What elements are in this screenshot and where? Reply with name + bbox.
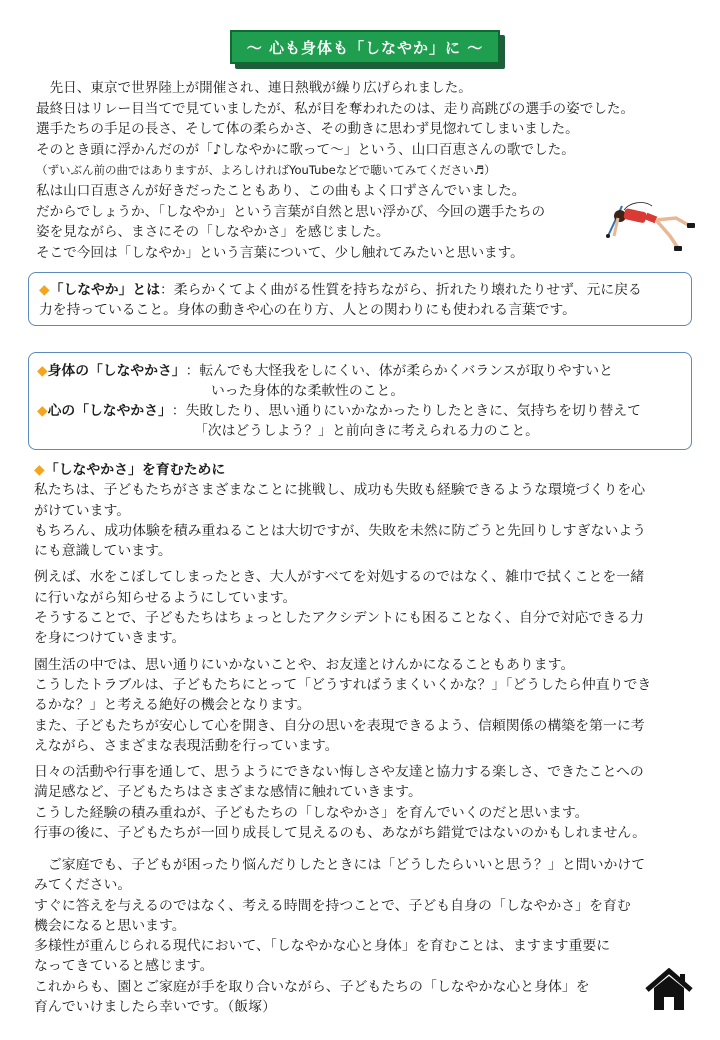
definition-term: 「しなやか」とは <box>49 282 160 298</box>
paragraph-line: がけています。 <box>34 502 131 519</box>
section-heading-text: 「しなやかさ」を育むために <box>44 462 226 478</box>
intro-line: 選手たちの手足の長さ、そして体の柔らかさ、その動きに思わず見惚れてしまいました。 <box>36 121 579 138</box>
intro-line: 私は山口百恵さんが好きだったこともあり、この曲もよく口ずさんでいました。 <box>36 182 526 199</box>
paragraph-line: 園生活の中では、思い通りにいかないことや、お友達とけんかになることもあります。 <box>34 656 575 673</box>
closing-line: これからも、園とご家庭が手を取り合いながら、子どもたちの「しなやかな心と身体」を <box>34 978 590 995</box>
type-desc: ：失敗したり、思い通りにいかなかったりしたときに、気持ちを切り替えて <box>171 403 641 419</box>
paragraph-line: に行いながら知らせるようにしています。 <box>34 589 297 606</box>
type-desc-cont: いった身体的な柔軟性のこと。 <box>211 383 405 399</box>
intro-line: そこで今回は「しなやか」という言葉について、少し触れてみたいと思います。 <box>36 244 524 261</box>
paragraph-line: また、子どもたちが安心して心を開き、自分の思いを表現できるよう、信頼関係の構築を第一に考 <box>34 717 645 734</box>
paragraph-line: こうしたトラブルは、子どもたちにとって「どうすればうまくいくかな？」「どうしたら仲直りでき <box>34 676 652 693</box>
type-row-body <box>37 361 683 381</box>
closing-section <box>34 855 694 1017</box>
closing-line: なってきていると感じます。 <box>34 958 214 975</box>
nurture-section <box>34 460 694 843</box>
definition-cont: 力を持っていること。身体の動きや心の在り方、人との関わりにも使われる言葉です。 <box>39 302 576 318</box>
paragraph-line: えながら、さまざまな表現活動を行っています。 <box>34 737 339 754</box>
intro-line: 最終日はリレー目当てで見ていましたが、私が目を奪われたのは、走り高跳びの選手の姿でした。 <box>36 100 635 117</box>
type-label <box>37 361 186 381</box>
diamond-bullet-icon: ◆ <box>37 363 48 379</box>
closing-line: みてください。 <box>34 877 132 894</box>
high-jumper-illustration <box>594 196 698 258</box>
paragraph-line: るかな？」と考える絶好の機会となります。 <box>34 697 311 714</box>
paragraph-line: 行事の後に、子どもたちが一回り成長して見えるのも、あながち錯覚ではないのかもしれません。 <box>34 825 647 842</box>
paragraph-line: を身につけていきます。 <box>34 630 186 647</box>
paragraph-line: にも意識しています。 <box>34 543 172 560</box>
type-desc: ：転んでも大怪我をしにくい、体が柔らかくバランスが取りやすいと <box>185 363 613 379</box>
definition-line <box>39 280 681 300</box>
closing-line: 機会になると思います。 <box>34 917 186 934</box>
closing-line: 育んでいけましたら幸いです。（飯塚） <box>34 999 276 1016</box>
definition-text: ：柔らかくてよく曲がる性質を持ちながら、折れたり壊れたりせず、元に戻る <box>160 282 642 298</box>
paragraph-line: もちろん、成功体験を積み重ねることは大切ですが、失敗を未然に防ごうと先回りしすぎないよう <box>34 522 647 539</box>
intro-line: だからでしょうか、「しなやか」という言葉が自然と思い浮かび、今回の選手たちの <box>36 203 546 220</box>
intro-line: そのとき頭に浮かんだのが「♪しなやかに歌って～」という、山口百恵さんの歌でした。 <box>36 141 575 158</box>
diamond-bullet-icon: ◆ <box>37 403 48 419</box>
paragraph-line: 私たちは、子どもたちがさまざまなことに挑戦し、成功も失敗も経験できるような環境づくりを心 <box>34 482 646 499</box>
paragraph-line: こうした経験の積み重ねが、子どもたちの「しなやかさ」を育んでいくのだと思います。 <box>34 804 589 821</box>
intro-note: （ずいぶん前の曲ではありますが、よろしければYouTubeなどで聴いてみてください♬） <box>36 163 496 178</box>
page-title: ～ 心も身体も「しなやか」に ～ <box>230 30 500 64</box>
intro-line: 先日、東京で世界陸上が開催され、連日熱戦が繰り広げられました。 <box>36 80 472 96</box>
types-box <box>28 352 692 450</box>
diamond-bullet-icon: ◆ <box>34 462 45 478</box>
paragraph-line: 例えば、水をこぼしてしまったとき、大人がすべてを対処するのではなく、雑巾で拭くことを一緒 <box>34 569 645 586</box>
paragraph-line: 日々の活動や行事を通して、思うようにできない悔しさや友達と協力する楽しさ、できたことへの <box>34 764 644 781</box>
type-desc-cont: 「次はどうしよう？」と前向きに考えられる力のこと。 <box>194 423 539 439</box>
type-label-text: 身体の「しなやかさ」 <box>47 363 186 379</box>
closing-line: すぐに答えを与えるのではなく、考える時間を持つことで、子ども自身の「しなやかさ」を育む <box>34 897 631 914</box>
closing-line: 多様性が重んじられる現代において、「しなやかな心と身体」を育むことは、ますます重要に <box>34 938 611 955</box>
closing-line: ご家庭でも、子どもが困ったり悩んだりしたときには「どうしたらいいと思う？」と問いかけて <box>34 857 646 873</box>
definition-box <box>28 272 692 326</box>
type-row-mind <box>37 401 683 421</box>
title-banner <box>230 30 506 70</box>
diamond-bullet-icon: ◆ <box>39 282 50 298</box>
intro-line: 姿を見ながら、まさにその「しなやかさ」を感じました。 <box>36 224 390 241</box>
paragraph-line: そうすることで、子どもたちはちょっとしたアクシデントにも困ることなく、自分で対応できる力 <box>34 610 644 627</box>
section-heading <box>34 460 694 480</box>
paragraph-line: 満足感など、子どもたちはさまざまな感情に触れていきます。 <box>34 784 422 801</box>
type-label <box>37 401 172 421</box>
type-label-text: 心の「しなやかさ」 <box>47 403 172 419</box>
home-icon[interactable] <box>645 968 693 1012</box>
